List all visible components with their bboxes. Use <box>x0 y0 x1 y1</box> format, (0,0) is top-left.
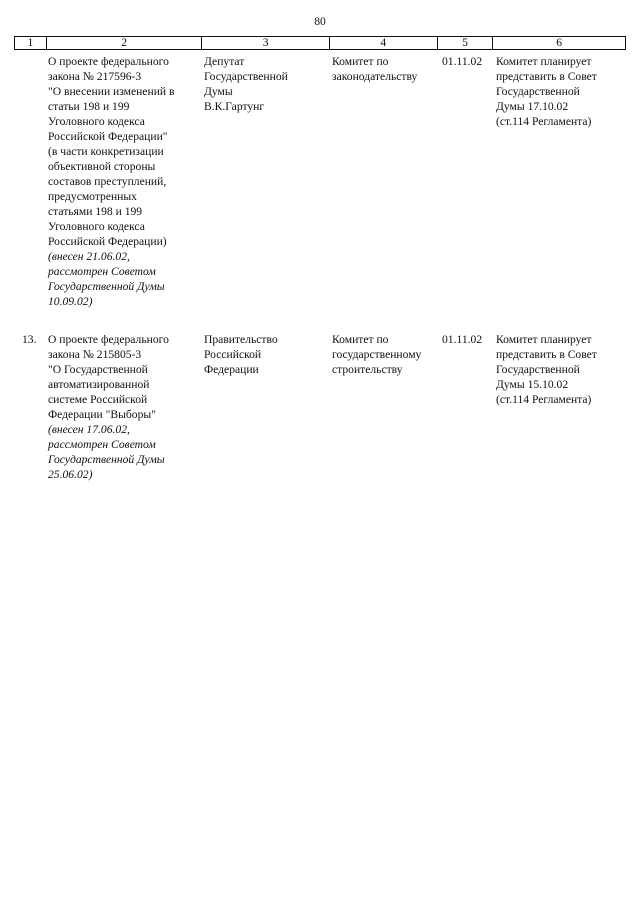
bill-author <box>204 332 328 377</box>
cell-text-line: "О внесении изменений в <box>48 85 175 98</box>
deadline-date: 01.11.02 <box>442 333 483 346</box>
responsible-committee <box>332 54 438 84</box>
cell-text-line: Российской Федерации" <box>48 130 168 143</box>
cell-text-line: государственному <box>332 348 422 361</box>
cell-text-line: (внесен 21.06.02, <box>48 250 130 263</box>
cell-text-line: представить в Совет <box>496 348 597 361</box>
column-header-2: 2 <box>47 37 202 49</box>
cell-text-line: предусмотренных <box>48 190 137 203</box>
cell-text-line: Федерации <box>204 363 259 376</box>
cell-text-line: системе Российской <box>48 393 148 406</box>
cell-text-line: Правительство <box>204 333 278 346</box>
cell-text-line: объективной стороны <box>48 160 156 173</box>
row-number: 13. <box>22 333 37 346</box>
cell-text-line: статьи 198 и 199 <box>48 100 130 113</box>
cell-text-line: Уголовного кодекса <box>48 220 145 233</box>
column-header-1: 1 <box>15 37 47 49</box>
cell-text-line: Государственной Думы <box>48 280 165 293</box>
table-header-row <box>14 36 626 50</box>
cell-text-line: закона № 217596-3 <box>48 70 142 83</box>
cell-text-line: Российской <box>204 348 262 361</box>
cell-text-line: представить в Совет <box>496 70 597 83</box>
column-header-6: 6 <box>556 36 563 49</box>
cell-text-line: строительству <box>332 363 403 376</box>
cell-text-line: Российской Федерации) <box>48 235 167 248</box>
cell-text-line: О проекте федерального <box>48 55 169 68</box>
cell-text-line: рассмотрен Советом <box>48 438 156 451</box>
cell-text-line: рассмотрен Советом <box>48 265 156 278</box>
cell-text-line: Государственной <box>496 85 580 98</box>
cell-text-line: О проекте федерального <box>48 333 169 346</box>
cell-text-line: Думы <box>204 85 233 98</box>
cell-text-line: 25.06.02) <box>48 468 93 481</box>
cell-text-line: Государственной <box>496 363 580 376</box>
cell-text-line: Федерации "Выборы" <box>48 408 156 421</box>
cell-text-line: автоматизированной <box>48 378 150 391</box>
cell-text-line: "О Государственной <box>48 363 148 376</box>
cell-text-line: Уголовного кодекса <box>48 115 145 128</box>
bill-title <box>48 54 200 309</box>
cell-text-line: В.К.Гартунг <box>204 100 265 113</box>
cell-text-line: Депутат <box>204 55 245 68</box>
cell-text-line: Думы 17.10.02 <box>496 100 569 113</box>
column-header-4: 4 <box>330 37 438 49</box>
responsible-committee <box>332 332 438 377</box>
cell-text-line: Комитет по <box>332 55 389 68</box>
cell-text-line: (внесен 17.06.02, <box>48 423 130 436</box>
cell-text-line: закона № 215805-3 <box>48 348 142 361</box>
cell-text-line: Комитет планирует <box>496 333 592 346</box>
cell-text-line: статьями 198 и 199 <box>48 205 143 218</box>
bill-author <box>204 54 328 114</box>
column-header-3: 3 <box>202 37 330 49</box>
column-header-5: 5 <box>438 37 494 49</box>
cell-text-line: Комитет планирует <box>496 55 592 68</box>
deadline-date: 01.11.02 <box>442 55 483 68</box>
cell-text-line: Думы 15.10.02 <box>496 378 569 391</box>
cell-text-line: (ст.114 Регламента) <box>496 115 592 128</box>
committee-plan <box>496 54 626 129</box>
cell-text-line: Комитет по <box>332 333 389 346</box>
bill-title <box>48 332 200 482</box>
cell-text-line: (ст.114 Регламента) <box>496 393 592 406</box>
cell-text-line: законодательству <box>332 70 418 83</box>
committee-plan <box>496 332 626 407</box>
cell-text-line: Государственной <box>204 70 288 83</box>
page-number: 80 <box>314 15 326 28</box>
cell-text-line: Государственной Думы <box>48 453 165 466</box>
cell-text-line: составов преступлений, <box>48 175 167 188</box>
cell-text-line: (в части конкретизации <box>48 145 164 158</box>
cell-text-line: 10.09.02) <box>48 295 93 308</box>
